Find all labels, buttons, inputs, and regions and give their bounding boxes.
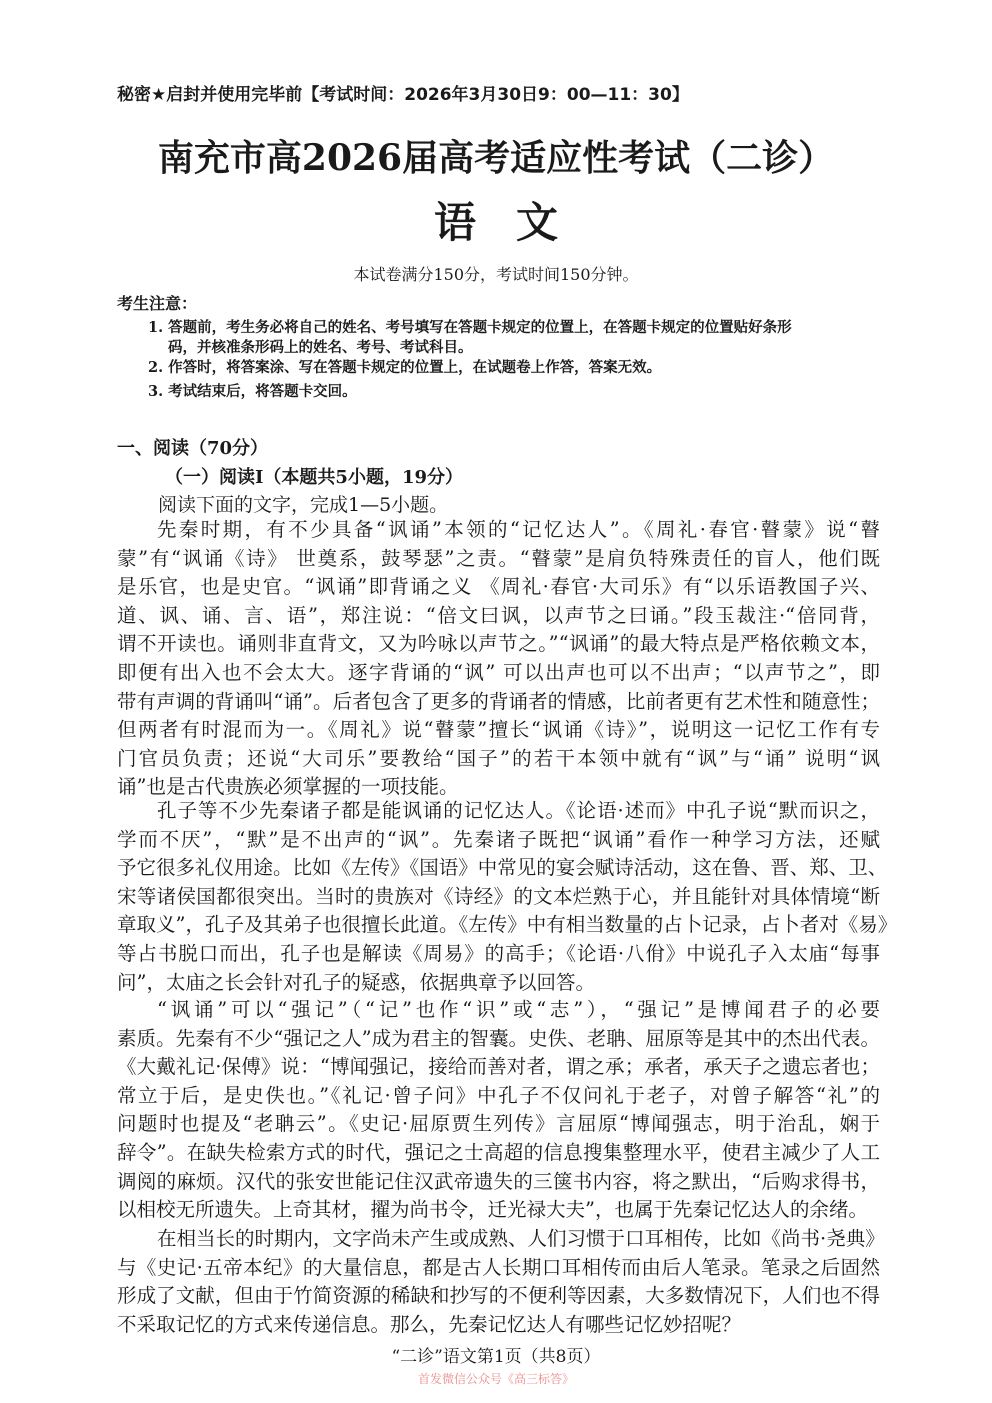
passage-line: “讽诵”可以“强记”（“记”也作“识”或“志”），“强记”是博闻君子的必要 — [157, 998, 880, 1021]
exam-info: 本试卷满分150分，考试时间150分钟。 — [353, 265, 639, 284]
passage-line: 带有声调的背诵叫“诵”。后者包含了更多的背诵者的情感，比前者更有艺术性和随意性； — [117, 689, 880, 713]
section-heading: 一、阅读（70分） — [117, 438, 269, 459]
passage-line: 与《史记·五帝本纪》的大量信息，都是古人长期口耳相传而由后人笔录。笔录之后固然 — [117, 1255, 880, 1279]
note-item: 1. 答题前，考生务必将自己的姓名、考号填写在答题卡规定的位置上，在答题卡规定的位置贴好条形 — [148, 319, 792, 336]
passage-line: 即便有出入也不会太大。逐字背诵的“讽” 可以出声也可以不出声；“以声节之”，即 — [117, 661, 880, 684]
passage-line: 形成了文献，但由于竹简资源的稀缺和抄写的不便利等因素，大多数情况下，人们也不得 — [117, 1284, 880, 1308]
subsection-heading: （一）阅读I（本题共5小题，19分） — [165, 467, 463, 488]
passage-line: 门官员负责；还说“大司乐”要教给“国子”的若干本领中就有“讽”与“诵” 说明“讽 — [117, 746, 880, 770]
note-item: 码，并核准条形码上的姓名、考号、考试科目。 — [168, 339, 473, 356]
passage-line: 诵”也是古代贵族必须掌握的一项技能。 — [117, 775, 459, 799]
watermark: 首发微信公众号《高三标答》 — [417, 1372, 574, 1386]
passage-line: 等占书脱口而出，孔子也是解读《周易》的高手；《论语·八佾》中说孔子入太庙“每事 — [117, 942, 880, 965]
passage-line: 但两者有时混而为一。《周礼》说“瞽蒙”擅长“讽诵《诗》”，说明这一记忆工作有专 — [117, 718, 880, 742]
page-footer: “二诊”语文第1页（共8页） — [391, 1347, 601, 1367]
passage-line: 谓不开读也。诵则非直背文，又为吟咏以声节之。”“讽诵”的最大特点是严格依赖文本， — [117, 632, 880, 656]
note-item: 3. 考试结束后，将答题卡交回。 — [148, 383, 357, 400]
passage-line: 孔子等不少先秦诸子都是能讽诵的记忆达人。《论语·述而》中孔子说“默而识之， — [157, 799, 880, 822]
passage-line: 先秦时期，有不少具备“讽诵”本领的“记忆达人”。《周礼·春官·瞽蒙》说“瞽 — [157, 518, 880, 541]
passage-line: 在相当长的时期内，文字尚未产生或成熟、人们习惯于口耳相传，比如《尚书·尧典》 — [157, 1227, 885, 1250]
confidential-exam-time-line: 秘密★启封并使用完毕前【考试时间：2026年3月30日9：00—11：30】 — [117, 85, 689, 105]
notes-heading: 考生注意： — [117, 294, 198, 313]
exam-title: 南充市高2026届高考适应性考试（二诊） — [157, 137, 835, 179]
passage-line: 章取义”，孔子及其弟子也很擅长此道。《左传》中有相当数量的占卜记录，占卜者对《易》 — [117, 913, 898, 937]
passage-line: 常立于后，是史佚也。”《礼记·曾子问》中孔子不仅问礼于老子，对曾子解答“礼”的 — [117, 1083, 880, 1107]
passage-line: 学而不厌”，“默”是不出声的“讽”。先秦诸子既把“讽诵”看作一种学习方法，还赋 — [117, 827, 880, 851]
reading-instruction: 阅读下面的文字，完成1—5小题。 — [158, 494, 449, 516]
passage-line: 不采取记忆的方式来传递信息。那么，先秦记忆达人有哪些记忆妙招呢？ — [117, 1312, 742, 1336]
subject-title: 语文 — [433, 198, 598, 247]
passage-line: 予它很多礼仪用途。比如《左传》《国语》中常见的宴会赋诗活动，这在鲁、晋、郑、卫、 — [117, 856, 888, 880]
passage-line: 《大戴礼记·保傅》说：“博闻强记，接给而善对者，谓之承；承者，承天子之遗忘者也； — [117, 1055, 880, 1079]
note-item: 2. 作答时，将答案涂、写在答题卡规定的位置上，在试题卷上作答，答案无效。 — [148, 359, 662, 376]
passage-line: 是乐官，也是史官。“讽诵”即背诵之义 《周礼·春官·大司乐》有“以乐语教国子兴、 — [117, 575, 880, 599]
passage-line: 以相校无所遗失。上奇其材，擢为尚书令，迁光禄大夫”，也属于先秦记忆达人的余绪。 — [117, 1198, 868, 1222]
passage-line: 蒙”有“讽诵《诗》 世奠系，鼓琴瑟”之责。“瞽蒙”是肩负特殊责任的盲人，他们既 — [117, 546, 880, 570]
passage-line: 问题时也提及“老聃云”。《史记·屈原贾生列传》言屈原“博闻强志，明于治乱，娴于 — [117, 1112, 880, 1136]
passage-line: 道、讽、诵、言、语”，郑注说：“倍文曰讽，以声节之曰诵。”段玉裁注·“倍同背， — [117, 603, 880, 627]
passage-line: 问”，太庙之长会针对孔子的疑惑，依据典章予以回答。 — [117, 970, 595, 994]
passage-line: 素质。先秦有不少“强记之人”成为君主的智囊。史佚、老聃、屈原等是其中的杰出代表。 — [117, 1026, 880, 1050]
passage-line: 辞令”。在缺失检索方式的时代，强记之士高超的信息搜集整理水平，使君主减少了人工 — [117, 1141, 880, 1164]
passage-line: 宋等诸侯国都很突出。当时的贵族对《诗经》的文本烂熟于心，并且能针对具体情境“断 — [117, 884, 880, 908]
passage-line: 调阅的麻烦。汉代的张安世能记住汉武帝遗失的三箧书内容，将之默出，“后购求得书， — [117, 1169, 880, 1193]
